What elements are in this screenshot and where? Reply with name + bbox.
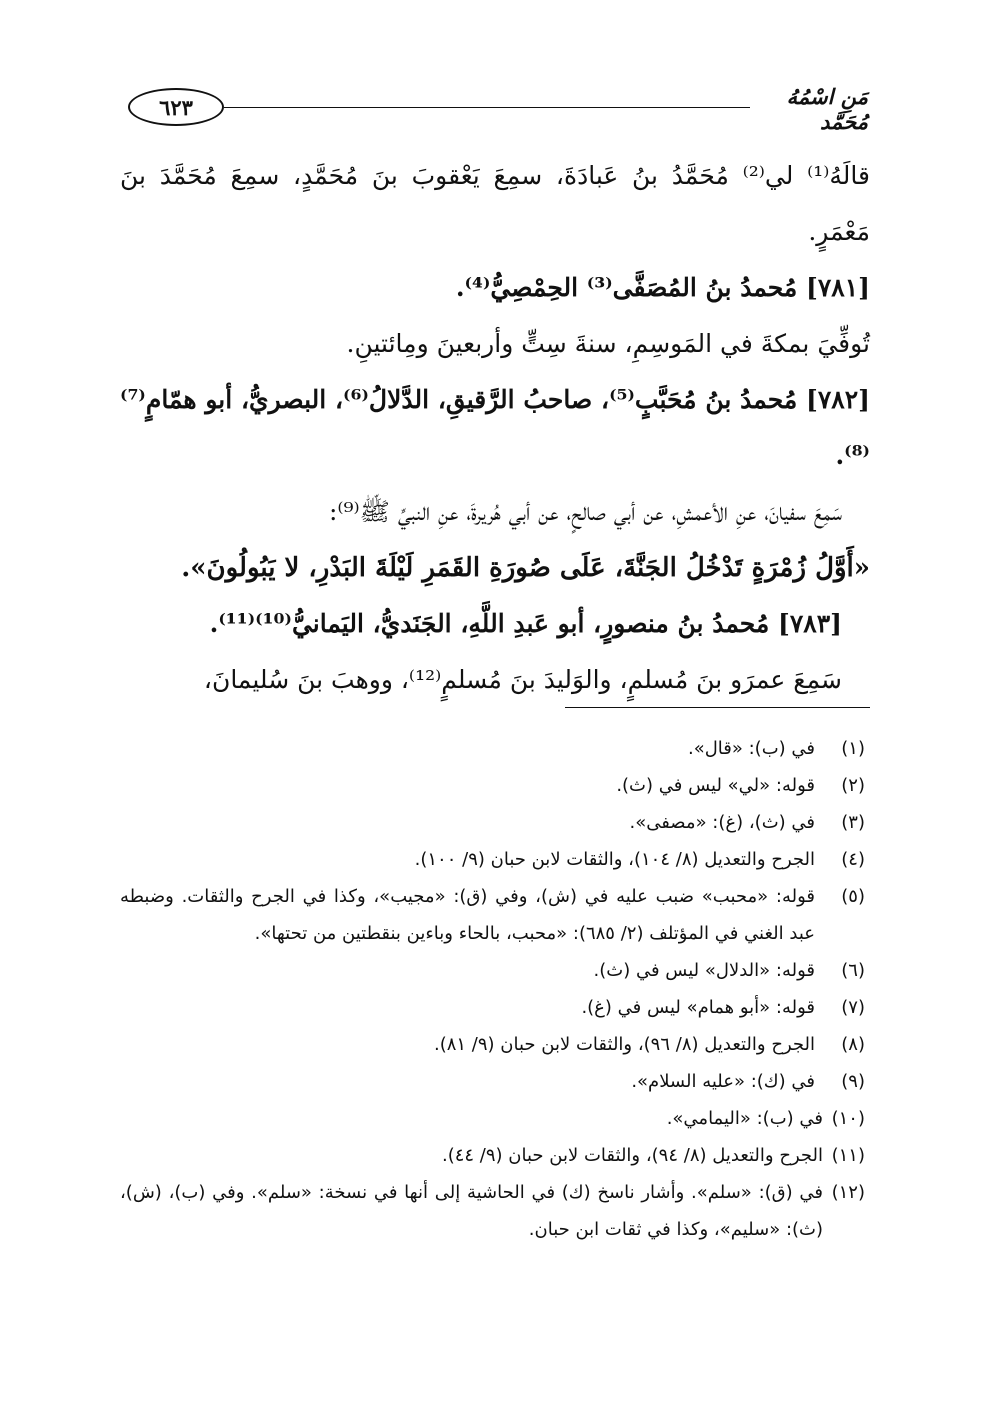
footnote-number: (١١): [831, 1145, 865, 1166]
footnote: [120, 878, 865, 952]
footnote-text: الجرح والتعديل (٨/ ٩٤)، والثقات لابن حبان (٩/ ٤٤).: [441, 1145, 823, 1166]
footnote: [120, 989, 865, 1026]
footnote: [120, 767, 865, 804]
footnote: [120, 1174, 865, 1248]
footnote-number: (١): [841, 738, 865, 759]
footnote-text: قوله: «الدلال» ليس في (ث).: [593, 960, 815, 981]
footnote: [120, 1063, 865, 1100]
footnote-text: قوله: «محبب» ضبب عليه في (ش)، وفي (ق): «مجيب»، وكذا في الجرح والثقات. وضبطه عبد الغني في المؤتلف (٢/ ٦٨٥): «محبب، بالحاء وباءين بنقطتين من تحتها».: [120, 886, 815, 944]
page-header: [128, 82, 868, 132]
footnote: [120, 841, 865, 878]
footnote-number: (٦): [841, 960, 865, 981]
footnote: [120, 1026, 865, 1063]
entry-782-chain: سَمِعَ سفيانَ، عنِ الأعمشِ، عن أبي صالحٍ، عن أبي هُريرةَ، عنِ النبيِّ ﷺ⁽⁹⁾:: [328, 497, 842, 526]
footnote: [120, 804, 865, 841]
footnotes: [120, 730, 865, 1248]
footnote-number: (٥): [841, 886, 865, 907]
footnote: [120, 1100, 865, 1137]
footnote-number: (١٠): [831, 1108, 865, 1129]
footnote-text: قوله: «لي» ليس في (ث).: [616, 775, 815, 796]
footnote-text: الجرح والتعديل (٨/ ٩٦)، والثقات لابن حبان (٩/ ٨١).: [433, 1034, 815, 1055]
hadith-text: «أَوَّلُ زُمْرَةٍ تَدْخُلُ الجَنَّةَ، عَلَى صُورَةِ القَمَرِ لَيْلَةَ البَدْرِ، لا يَبُولُونَ».: [181, 553, 870, 583]
footnote-number: (٣): [841, 812, 865, 833]
page-number: ٦٢٣: [128, 88, 224, 126]
running-title: مَنِ اسْمُهُ مُحَمَّد: [786, 84, 868, 134]
footnote-number: (٨): [841, 1034, 865, 1055]
entry-781-heading: [٧٨١] مُحمدُ بنُ المُصَفَّى⁽³⁾ الحِمْصِيُّ⁽⁴⁾.: [455, 273, 870, 302]
paragraph-narration: قالَهُ⁽¹⁾ لي⁽²⁾ مُحَمَّدُ بنُ عَبادَةَ، سمِعَ يَعْقوبَ بنَ مُحَمَّدٍ، سمِعَ مُحَمَّدَ بنَ مَعْمَرٍ.: [120, 161, 870, 246]
footnote-text: في (ث)، (غ): «مصفى».: [629, 812, 815, 833]
footnote-text: في (ك): «عليه السلام».: [631, 1071, 815, 1092]
entry-783-chain: سَمِعَ عمرَو بنَ مُسلمٍ، والوَليدَ بنَ مُسلمٍ⁽¹²⁾، ووهبَ بنَ سُليمانَ،: [203, 665, 842, 694]
footnote-number: (٢): [841, 775, 865, 796]
footnote-text: في (ب): «اليمامي».: [666, 1108, 823, 1129]
footnote-number: (٩): [841, 1071, 865, 1092]
main-text: [120, 148, 870, 708]
entry-782-heading: [٧٨٢] مُحمدُ بنُ مُحَبَّبٍ⁽⁵⁾، صاحبُ الرَّقيقِ، الدَّلالُ⁽⁶⁾، البصريُّ، أبو همّامٍ⁽⁷⁾⁽⁸⁾.: [120, 385, 870, 470]
footnote: [120, 730, 865, 767]
footnote-number: (٤): [841, 849, 865, 870]
footnote-number: (١٢): [831, 1182, 865, 1203]
footnote-text: قوله: «أبو همام» ليس في (غ).: [581, 997, 815, 1018]
footnote: [120, 1137, 865, 1174]
footnote-number: (٧): [841, 997, 865, 1018]
footnote-text: في (ب): «قال».: [687, 738, 815, 759]
footnote: [120, 952, 865, 989]
header-divider: [224, 107, 750, 108]
footnote-text: الجرح والتعديل (٨/ ١٠٤)، والثقات لابن حبان (٩/ ١٠٠).: [414, 849, 815, 870]
footnote-text: في (ق): «سلم». وأشار ناسخ (ك) في الحاشية إلى أنها في نسخة: «سلم». وفي (ب)، (ش)، (ث): «سليم»، وكذا في ثقات ابن حبان.: [120, 1182, 823, 1240]
footnote-separator: [565, 707, 870, 708]
entry-781-death-note: تُوفِّيَ بمكةَ في المَوسِمِ، سنةَ سِتٍّ وأربعينَ ومِائتينِ.: [346, 329, 870, 358]
entry-783-heading: [٧٨٣] مُحمدُ بنُ منصورٍ، أبو عَبدِ اللَّهِ، الجَنَديُّ، اليَمانيُّ⁽¹⁰⁾⁽¹¹⁾.: [209, 609, 842, 638]
